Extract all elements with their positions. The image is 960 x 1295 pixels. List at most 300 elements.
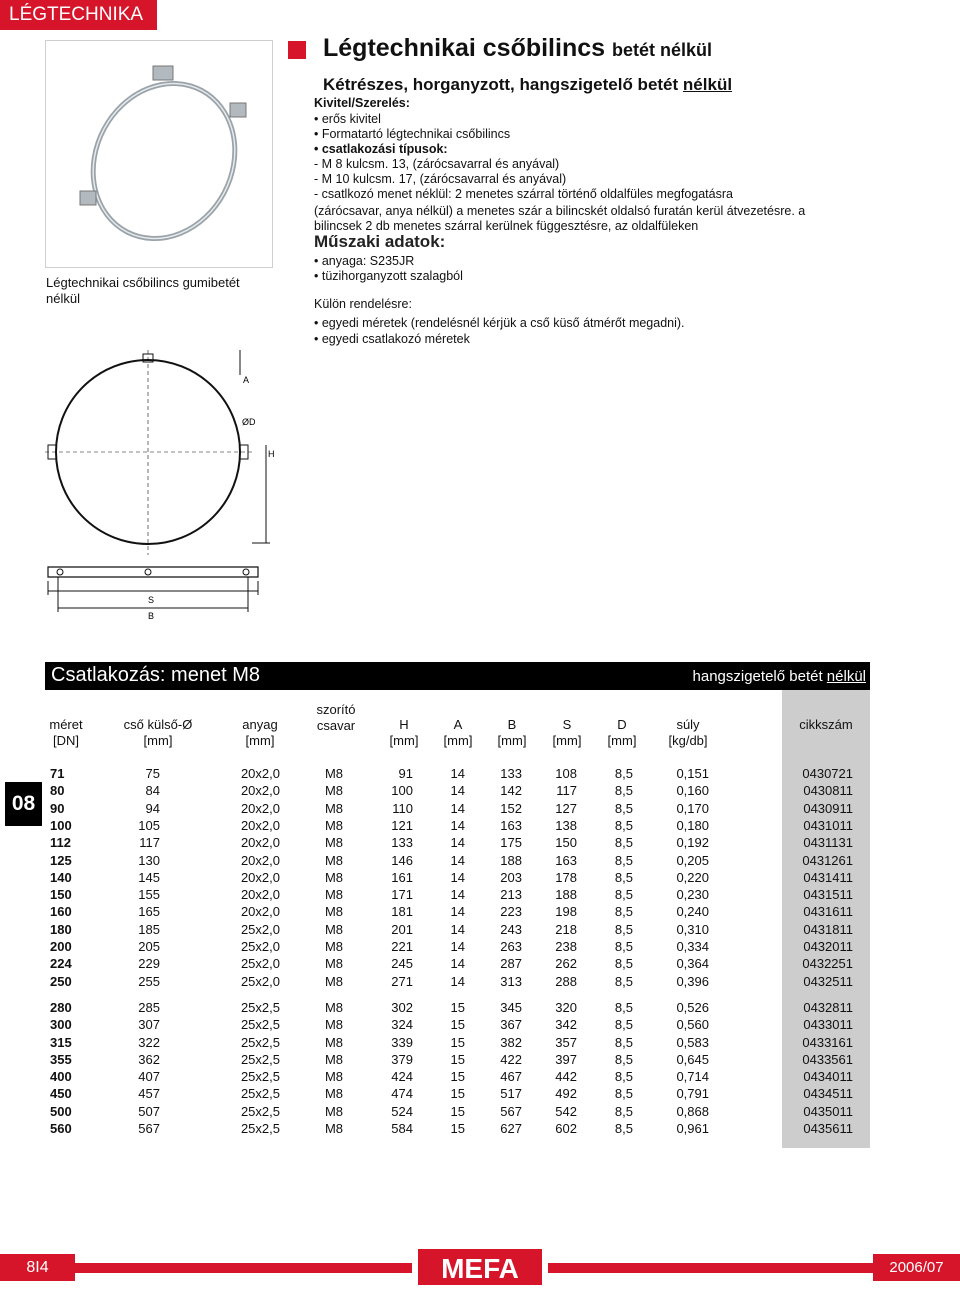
table-cell: 133 bbox=[500, 766, 522, 781]
table-cell: 15 bbox=[450, 1017, 465, 1033]
table-cell: 8,5 bbox=[614, 904, 633, 920]
desc-line: (zárócsavar, anya nélkül) a menetes szár a bilincskét oldalsó furatán kerül átvezetésre. a bbox=[314, 204, 806, 218]
table-cell: M8 bbox=[324, 817, 343, 833]
header-line: [mm] bbox=[245, 733, 275, 748]
table-cell: M8 bbox=[324, 800, 343, 816]
table-cell: 8,5 bbox=[614, 973, 633, 989]
table-cell: M8 bbox=[324, 956, 343, 972]
table-cell: 0,160 bbox=[676, 783, 709, 799]
table-cell: 0,192 bbox=[676, 835, 709, 851]
table-cell: 0,220 bbox=[676, 869, 709, 885]
table-cell: 288 bbox=[555, 973, 577, 989]
row-size: 90 bbox=[50, 800, 65, 816]
table-cell: M8 bbox=[324, 1017, 343, 1033]
table-cell: 213 bbox=[500, 887, 522, 903]
table-cell: 133 bbox=[391, 835, 413, 851]
table-cell: M8 bbox=[324, 973, 343, 989]
table-cell: 221 bbox=[391, 939, 413, 954]
table-cell: M8 bbox=[324, 939, 343, 954]
table-cell: 25x2,5 bbox=[240, 999, 280, 1015]
dim-label-h: H bbox=[268, 449, 275, 459]
table-cell: M8 bbox=[324, 783, 343, 799]
table-cell: 342 bbox=[555, 1017, 577, 1033]
title-sub: betét nélkül bbox=[611, 40, 713, 60]
table-cell: 14 bbox=[450, 835, 465, 851]
header-line: H bbox=[399, 717, 409, 732]
table-cell: 492 bbox=[555, 1086, 577, 1102]
table-cell: 245 bbox=[391, 956, 413, 972]
special-order-heading: Külön rendelésre: bbox=[314, 297, 412, 311]
table-cell: 20x2,0 bbox=[240, 852, 280, 868]
header-line: D bbox=[617, 717, 627, 732]
table-cell: M8 bbox=[324, 1103, 343, 1119]
table-cell: 0,560 bbox=[676, 1017, 709, 1033]
table-cell: 324 bbox=[391, 1017, 413, 1033]
table-cell: 14 bbox=[450, 800, 465, 816]
table-cell: M8 bbox=[324, 766, 343, 781]
table-cell: 84 bbox=[145, 783, 160, 799]
section-title: Csatlakozás: menet M8 bbox=[51, 664, 260, 686]
tech-data-heading: Műszaki adatok: bbox=[314, 232, 446, 251]
table-cell: 201 bbox=[391, 921, 413, 937]
header-line: [kg/db] bbox=[668, 733, 708, 748]
table-cell: 188 bbox=[500, 852, 522, 868]
table-cell: 382 bbox=[500, 1034, 522, 1050]
table-cell: 15 bbox=[450, 1086, 465, 1102]
table-cell: 25x2,5 bbox=[240, 1069, 280, 1085]
table-cell: 150 bbox=[555, 835, 577, 851]
table-cell: 345 bbox=[500, 999, 522, 1015]
table-cell: 20x2,0 bbox=[240, 904, 280, 920]
table-cell: M8 bbox=[324, 1034, 343, 1050]
table-cell: 0,205 bbox=[676, 852, 709, 868]
row-size: 355 bbox=[50, 1051, 72, 1067]
table-cell: 8,5 bbox=[614, 1121, 633, 1136]
table-cell: 322 bbox=[138, 1034, 160, 1050]
row-article-number: 0431611 bbox=[803, 904, 853, 920]
table-cell: M8 bbox=[324, 1086, 343, 1102]
desc-line: • egyedi méretek (rendelésnél kérjük a cső küső átmérőt megadni). bbox=[314, 316, 685, 330]
table-cell: 8,5 bbox=[614, 817, 633, 833]
table-rule bbox=[45, 690, 870, 691]
table-cell: 15 bbox=[450, 1103, 465, 1119]
row-size: 100 bbox=[50, 817, 72, 833]
table-cell: 442 bbox=[555, 1069, 577, 1085]
table-cell: 8,5 bbox=[614, 1103, 633, 1119]
table-cell: 218 bbox=[555, 921, 577, 937]
table-cell: 163 bbox=[555, 852, 577, 868]
table-cell: 302 bbox=[391, 999, 413, 1015]
header-line: méret bbox=[49, 717, 83, 732]
header-line: súly bbox=[676, 717, 700, 732]
table-cell: 14 bbox=[450, 939, 465, 954]
table-cell: 313 bbox=[500, 973, 522, 989]
table-cell: 14 bbox=[450, 973, 465, 989]
table-cell: 0,180 bbox=[676, 817, 709, 833]
table-cell: 379 bbox=[391, 1051, 413, 1067]
column-header bbox=[16, 717, 116, 749]
table-cell: M8 bbox=[324, 921, 343, 937]
category-tag: LÉGTECHNIKA bbox=[0, 0, 157, 30]
table-cell: 524 bbox=[391, 1103, 413, 1119]
table-cell: 397 bbox=[555, 1051, 577, 1067]
row-size: 150 bbox=[50, 887, 72, 903]
row-article-number: 0432811 bbox=[803, 999, 853, 1015]
table-cell: 130 bbox=[138, 852, 160, 868]
table-cell: 8,5 bbox=[614, 783, 633, 799]
row-size: 280 bbox=[50, 999, 72, 1015]
row-article-number: 0435011 bbox=[803, 1103, 853, 1119]
row-article-number: 0435611 bbox=[803, 1121, 853, 1136]
table-cell: 205 bbox=[138, 939, 160, 954]
table-cell: 507 bbox=[138, 1103, 160, 1119]
table-cell: 185 bbox=[138, 921, 160, 937]
header-line: csavar bbox=[316, 718, 356, 733]
table-cell: M8 bbox=[324, 1121, 343, 1136]
mefa-logo-icon bbox=[412, 1243, 548, 1291]
table-cell: 8,5 bbox=[614, 1069, 633, 1085]
table-cell: 238 bbox=[555, 939, 577, 954]
desc-line: • Formatartó légtechnikai csőbilincs bbox=[314, 127, 511, 141]
table-cell: 422 bbox=[500, 1051, 522, 1067]
dim-label-a: A bbox=[243, 375, 250, 385]
table-cell: M8 bbox=[324, 869, 343, 885]
table-cell: 145 bbox=[138, 869, 160, 885]
header-line: [mm] bbox=[497, 733, 527, 748]
table-cell: 20x2,0 bbox=[240, 869, 280, 885]
table-cell: 20x2,0 bbox=[240, 800, 280, 816]
table-cell: 223 bbox=[500, 904, 522, 920]
column-header bbox=[776, 717, 876, 733]
title-marker-icon bbox=[288, 41, 306, 59]
section-note-underlined: nélkül bbox=[826, 668, 866, 685]
table-cell: 198 bbox=[555, 904, 577, 920]
row-size: 71 bbox=[50, 766, 65, 781]
subtitle-underlined: nélkül bbox=[682, 75, 733, 94]
row-article-number: 0434011 bbox=[803, 1069, 853, 1085]
table-cell: M8 bbox=[324, 904, 343, 920]
table-cell: 8,5 bbox=[614, 1034, 633, 1050]
subtitle-main: Kétrészes, horganyzott, hangszigetelő betét bbox=[323, 75, 679, 94]
title-main: Légtechnikai csőbilincs bbox=[323, 34, 606, 62]
table-cell: 0,310 bbox=[676, 921, 709, 937]
caption-line: Légtechnikai csőbilincs gumibetét bbox=[46, 275, 240, 290]
row-size: 300 bbox=[50, 1017, 72, 1033]
table-cell: 0,526 bbox=[676, 999, 709, 1015]
table-cell: 0,396 bbox=[676, 973, 709, 989]
table-cell: 14 bbox=[450, 817, 465, 833]
table-cell: 91 bbox=[398, 766, 413, 781]
table-cell: 567 bbox=[500, 1103, 522, 1119]
table-cell: 8,5 bbox=[614, 939, 633, 954]
table-cell: 100 bbox=[391, 783, 413, 799]
subtitle bbox=[323, 75, 732, 95]
desc-line: - csatlkozó menet néklül: 2 menetes szárral történő oldalfüles megfogatásra bbox=[314, 187, 733, 201]
table-cell: 584 bbox=[391, 1121, 413, 1136]
table-cell: 15 bbox=[450, 1069, 465, 1085]
table-cell: 8,5 bbox=[614, 1017, 633, 1033]
table-cell: 627 bbox=[500, 1121, 522, 1136]
technical-drawing bbox=[30, 345, 300, 625]
row-article-number: 0432251 bbox=[802, 956, 853, 972]
caption-line: nélkül bbox=[46, 291, 80, 306]
table-cell: 0,961 bbox=[676, 1121, 709, 1136]
header-line: cikkszám bbox=[799, 717, 853, 732]
table-cell: 105 bbox=[138, 817, 160, 833]
row-article-number: 0432511 bbox=[803, 973, 853, 989]
row-size: 500 bbox=[50, 1103, 72, 1119]
pipe-clamp-photo-icon bbox=[46, 41, 274, 269]
table-cell: 15 bbox=[450, 999, 465, 1015]
table-cell: 181 bbox=[391, 904, 413, 920]
table-cell: 20x2,0 bbox=[240, 887, 280, 903]
table-cell: 0,151 bbox=[676, 766, 709, 781]
table-cell: 255 bbox=[138, 973, 160, 989]
table-cell: 25x2,5 bbox=[240, 1034, 280, 1050]
table-cell: 20x2,0 bbox=[240, 817, 280, 833]
header-line: A bbox=[453, 717, 463, 732]
desc-line: • egyedi csatlakozó méretek bbox=[314, 332, 470, 346]
page-title bbox=[323, 34, 712, 63]
table-cell: 362 bbox=[138, 1051, 160, 1067]
row-size: 450 bbox=[50, 1086, 72, 1102]
table-cell: 25x2,5 bbox=[240, 1086, 280, 1102]
row-article-number: 0433011 bbox=[803, 1017, 853, 1033]
table-cell: 117 bbox=[556, 783, 577, 799]
table-cell: 75 bbox=[145, 766, 160, 781]
row-article-number: 0430911 bbox=[803, 800, 853, 816]
table-cell: 163 bbox=[500, 817, 522, 833]
table-cell: 165 bbox=[138, 904, 160, 920]
row-size: 160 bbox=[50, 904, 72, 920]
row-article-number: 0431261 bbox=[802, 852, 853, 868]
table-cell: 20x2,0 bbox=[240, 835, 280, 851]
table-cell: M8 bbox=[324, 999, 343, 1015]
table-cell: 155 bbox=[138, 887, 160, 903]
table-cell: 262 bbox=[555, 956, 577, 972]
desc-line: bilincsek 2 db menetes szárral kerülnek függesztésre, az oldalfüleken bbox=[314, 219, 699, 233]
row-article-number: 0431131 bbox=[803, 835, 853, 851]
table-cell: 271 bbox=[391, 973, 413, 989]
dim-label-b: B bbox=[148, 611, 155, 621]
table-cell: 14 bbox=[450, 887, 465, 903]
table-cell: 25x2,5 bbox=[240, 1103, 280, 1119]
table-cell: 8,5 bbox=[614, 887, 633, 903]
header-line: [mm] bbox=[143, 733, 173, 748]
row-article-number: 0432011 bbox=[803, 939, 853, 954]
table-cell: 152 bbox=[500, 800, 522, 816]
row-article-number: 0433561 bbox=[802, 1051, 853, 1067]
table-cell: 263 bbox=[500, 939, 522, 954]
table-cell: 15 bbox=[450, 1051, 465, 1067]
table-cell: 8,5 bbox=[614, 1051, 633, 1067]
table-cell: 0,645 bbox=[676, 1051, 709, 1067]
table-cell: 8,5 bbox=[614, 1086, 633, 1102]
table-cell: 25x2,0 bbox=[240, 956, 280, 972]
table-cell: 0,240 bbox=[676, 904, 709, 920]
product-photo bbox=[45, 40, 273, 268]
table-cell: 0,791 bbox=[676, 1086, 709, 1102]
table-cell: 567 bbox=[138, 1121, 160, 1136]
desc-line: • anyaga: S235JR bbox=[314, 254, 415, 268]
header-line: [mm] bbox=[389, 733, 419, 748]
table-cell: 14 bbox=[450, 783, 465, 799]
table-cell: 357 bbox=[555, 1034, 577, 1050]
row-article-number: 0433161 bbox=[802, 1034, 853, 1050]
table-cell: 8,5 bbox=[614, 869, 633, 885]
row-article-number: 0430811 bbox=[803, 783, 853, 799]
table-cell: 203 bbox=[500, 869, 522, 885]
chapter-tab: 08 bbox=[5, 782, 42, 826]
row-article-number: 0431511 bbox=[803, 887, 853, 903]
table-cell: 367 bbox=[500, 1017, 522, 1033]
table-cell: 20x2,0 bbox=[240, 766, 280, 781]
desc-line: - M 8 kulcsm. 13, (zárócsavarral és anyával) bbox=[314, 157, 560, 171]
table-cell: 424 bbox=[391, 1069, 413, 1085]
table-cell: 161 bbox=[391, 869, 413, 885]
table-cell: 474 bbox=[391, 1086, 413, 1102]
row-article-number: 0434511 bbox=[803, 1086, 853, 1102]
table-cell: 467 bbox=[500, 1069, 522, 1085]
table-cell: 8,5 bbox=[614, 835, 633, 851]
row-article-number: 0430721 bbox=[802, 766, 853, 781]
table-cell: 542 bbox=[555, 1103, 577, 1119]
table-cell: 117 bbox=[139, 835, 160, 851]
row-size: 80 bbox=[50, 783, 65, 799]
table-cell: 0,230 bbox=[676, 887, 709, 903]
table-cell: 178 bbox=[555, 869, 577, 885]
table-cell: 14 bbox=[450, 852, 465, 868]
table-cell: 14 bbox=[450, 921, 465, 937]
table-cell: 146 bbox=[391, 852, 413, 868]
table-cell: 94 bbox=[145, 800, 160, 816]
table-cell: 14 bbox=[450, 869, 465, 885]
table-cell: 243 bbox=[500, 921, 522, 937]
table-cell: M8 bbox=[324, 852, 343, 868]
table-cell: 15 bbox=[450, 1034, 465, 1050]
table-cell: 457 bbox=[138, 1086, 160, 1102]
dim-label-d: ØD bbox=[242, 417, 256, 427]
table-cell: 0,334 bbox=[676, 939, 709, 954]
section-note-text: hangszigetelő betét bbox=[692, 668, 823, 685]
row-size: 315 bbox=[50, 1034, 72, 1050]
table-cell: 229 bbox=[138, 956, 160, 972]
table-cell: 0,868 bbox=[676, 1103, 709, 1119]
header-line: [mm] bbox=[552, 733, 582, 748]
page-number: 8I4 bbox=[0, 1254, 75, 1281]
table-cell: 8,5 bbox=[614, 956, 633, 972]
photo-caption bbox=[46, 275, 271, 307]
table-cell: 8,5 bbox=[614, 852, 633, 868]
footer-date: 2006/07 bbox=[873, 1254, 960, 1281]
column-header bbox=[108, 717, 208, 749]
row-article-number: 0431411 bbox=[803, 869, 853, 885]
header-line: [DN] bbox=[53, 733, 79, 748]
table-cell: 0,364 bbox=[676, 956, 709, 972]
table-cell: M8 bbox=[324, 1051, 343, 1067]
row-article-number: 0431811 bbox=[803, 921, 853, 937]
table-cell: 108 bbox=[555, 766, 577, 781]
header-line: cső külső-Ø bbox=[123, 717, 193, 732]
row-size: 560 bbox=[50, 1121, 72, 1136]
header-line: S bbox=[562, 717, 572, 732]
table-cell: 25x2,0 bbox=[240, 973, 280, 989]
column-header bbox=[638, 717, 738, 749]
row-size: 112 bbox=[50, 835, 71, 851]
header-line: [mm] bbox=[443, 733, 473, 748]
table-cell: 307 bbox=[138, 1017, 160, 1033]
table-cell: 602 bbox=[555, 1121, 577, 1136]
table-cell: 121 bbox=[391, 817, 413, 833]
table-cell: 0,170 bbox=[676, 800, 709, 816]
table-cell: 14 bbox=[450, 956, 465, 972]
table-cell: 8,5 bbox=[614, 921, 633, 937]
table-cell: 287 bbox=[500, 956, 522, 972]
row-size: 224 bbox=[50, 956, 72, 972]
table-cell: 14 bbox=[450, 766, 465, 781]
table-cell: 339 bbox=[391, 1034, 413, 1050]
row-size: 125 bbox=[50, 852, 72, 868]
table-cell: 25x2,5 bbox=[240, 1051, 280, 1067]
table-cell: 25x2,0 bbox=[240, 939, 280, 954]
row-size: 200 bbox=[50, 939, 72, 954]
table-cell: 142 bbox=[500, 783, 522, 799]
table-cell: 320 bbox=[555, 999, 577, 1015]
table-cell: 138 bbox=[555, 817, 577, 833]
table-cell: M8 bbox=[324, 1069, 343, 1085]
row-size: 250 bbox=[50, 973, 72, 989]
dim-label-s: S bbox=[148, 595, 155, 605]
desc-line: • csatlakozási típusok: bbox=[314, 142, 448, 156]
desc-line: • erős kivitel bbox=[314, 112, 381, 126]
table-cell: 127 bbox=[555, 800, 577, 816]
table-cell: 8,5 bbox=[614, 800, 633, 816]
table-cell: 285 bbox=[138, 999, 160, 1015]
table-rule bbox=[45, 755, 870, 756]
table-cell: 171 bbox=[391, 887, 413, 903]
table-cell: M8 bbox=[324, 835, 343, 851]
table-cell: 0,583 bbox=[676, 1034, 709, 1050]
table-cell: 175 bbox=[500, 835, 522, 851]
table-cell: 25x2,0 bbox=[240, 921, 280, 937]
table-cell: 188 bbox=[555, 887, 577, 903]
header-line: szorító bbox=[316, 702, 356, 717]
header-line: B bbox=[507, 717, 517, 732]
section-header bbox=[45, 662, 870, 690]
row-size: 400 bbox=[50, 1069, 72, 1085]
header-line: [mm] bbox=[607, 733, 637, 748]
logo-text: MEFA bbox=[441, 1253, 519, 1284]
desc-line: • tüzihorganyzott szalagból bbox=[314, 269, 463, 283]
table-cell: 25x2,5 bbox=[240, 1121, 280, 1136]
desc-line: - M 10 kulcsm. 17, (zárócsavarral és anyával) bbox=[314, 172, 567, 186]
header-line: anyag bbox=[242, 717, 278, 732]
row-size: 180 bbox=[50, 921, 72, 937]
table-cell: 0,714 bbox=[676, 1069, 709, 1085]
table-cell: 8,5 bbox=[614, 766, 633, 781]
section-note bbox=[693, 668, 866, 685]
table-cell: 8,5 bbox=[614, 999, 633, 1015]
table-cell: 110 bbox=[392, 800, 413, 816]
table-cell: 407 bbox=[138, 1069, 160, 1085]
table-cell: 20x2,0 bbox=[240, 783, 280, 799]
table-cell: 15 bbox=[450, 1121, 465, 1136]
table-cell: 14 bbox=[450, 904, 465, 920]
table-cell: 517 bbox=[500, 1086, 522, 1102]
row-article-number: 0431011 bbox=[803, 817, 853, 833]
table-cell: 25x2,5 bbox=[240, 1017, 280, 1033]
row-size: 140 bbox=[50, 869, 72, 885]
